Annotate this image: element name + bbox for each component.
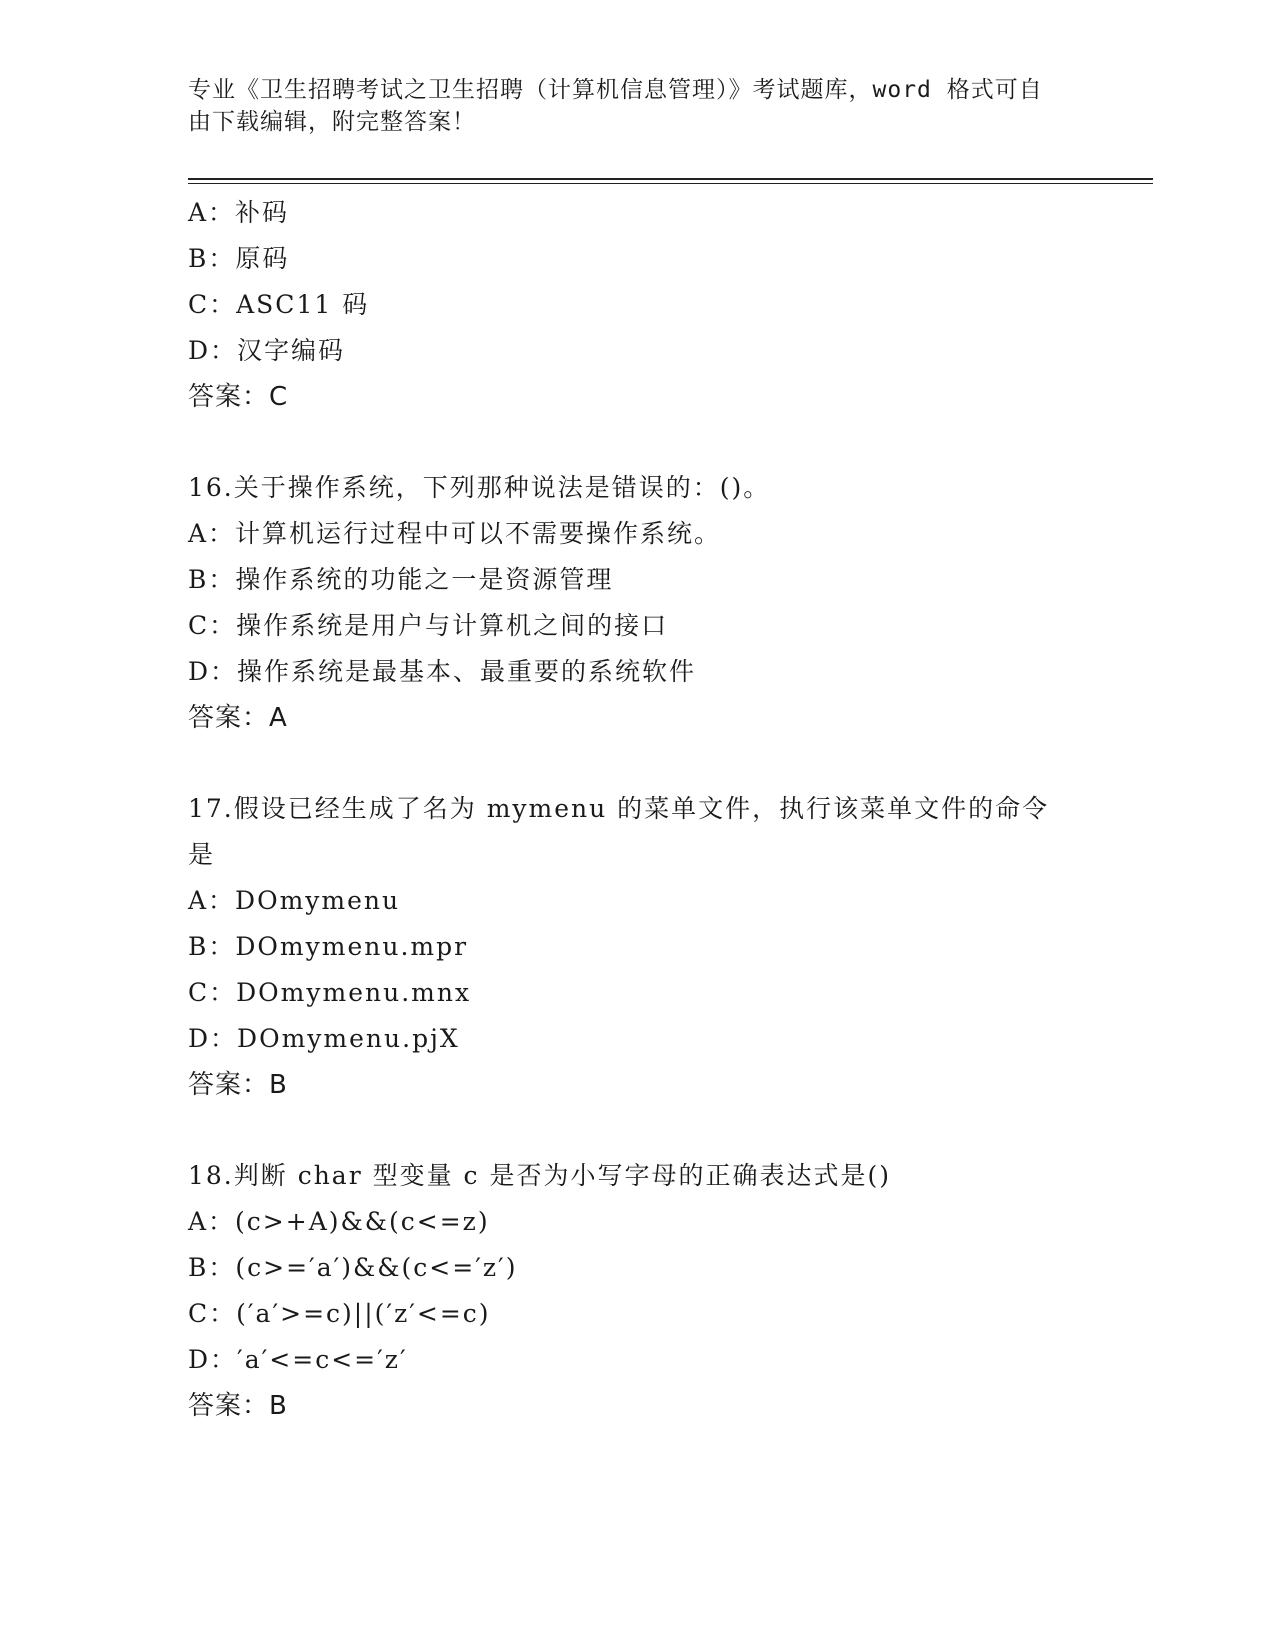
option-a: A：DOmymenu xyxy=(188,886,401,915)
spacer xyxy=(188,741,1088,786)
option-c: C：ASC11 码 xyxy=(188,290,370,319)
option-c: C：(′a′>=c)||(′z′<=c) xyxy=(188,1299,491,1328)
answer: 答案：A xyxy=(188,703,288,733)
option-b: B：(c>=′a′)&&(c<=′z′) xyxy=(188,1253,518,1282)
answer: 答案：C xyxy=(188,382,289,412)
spacer xyxy=(188,1108,1088,1153)
question-16 xyxy=(188,465,1088,741)
spacer xyxy=(188,420,1088,465)
question-text-line-2: 是 xyxy=(188,840,216,869)
answer: 答案：B xyxy=(188,1070,288,1100)
document-header xyxy=(188,74,1068,138)
option-b: B：DOmymenu.mpr xyxy=(188,932,469,961)
option-d: D：DOmymenu.pjX xyxy=(188,1024,460,1053)
question-list xyxy=(188,190,1088,1429)
answer: 答案：B xyxy=(188,1391,288,1421)
option-d: D：操作系统是最基本、最重要的系统软件 xyxy=(188,657,697,686)
option-a: A：补码 xyxy=(188,198,290,227)
question-18 xyxy=(188,1153,1088,1429)
question-text: 18.判断 char 型变量 c 是否为小写字母的正确表达式是() xyxy=(188,1161,892,1190)
option-c: C：操作系统是用户与计算机之间的接口 xyxy=(188,611,669,640)
question-17 xyxy=(188,786,1088,1108)
header-divider-thick xyxy=(188,178,1153,180)
option-b: B：操作系统的功能之一是资源管理 xyxy=(188,565,614,594)
option-a: A：(c>+A)&&(c<=z) xyxy=(188,1207,490,1236)
question-text-line-1: 17.假设已经生成了名为 mymenu 的菜单文件，执行该菜单文件的命令 xyxy=(188,794,1050,823)
option-c: C：DOmymenu.mnx xyxy=(188,978,472,1007)
question-15 xyxy=(188,190,1088,420)
header-divider-thin xyxy=(188,183,1153,184)
header-line-2: 由下载编辑，附完整答案！ xyxy=(188,109,476,135)
option-d: D：′a′<=c<=′z′ xyxy=(188,1345,408,1374)
option-a: A：计算机运行过程中可以不需要操作系统。 xyxy=(188,519,722,548)
question-text: 16.关于操作系统，下列那种说法是错误的：()。 xyxy=(188,473,771,502)
option-b: B：原码 xyxy=(188,244,290,273)
header-line-1: 专业《卫生招聘考试之卫生招聘（计算机信息管理）》考试题库，word 格式可自 xyxy=(188,77,1043,103)
option-d: D：汉字编码 xyxy=(188,336,346,365)
